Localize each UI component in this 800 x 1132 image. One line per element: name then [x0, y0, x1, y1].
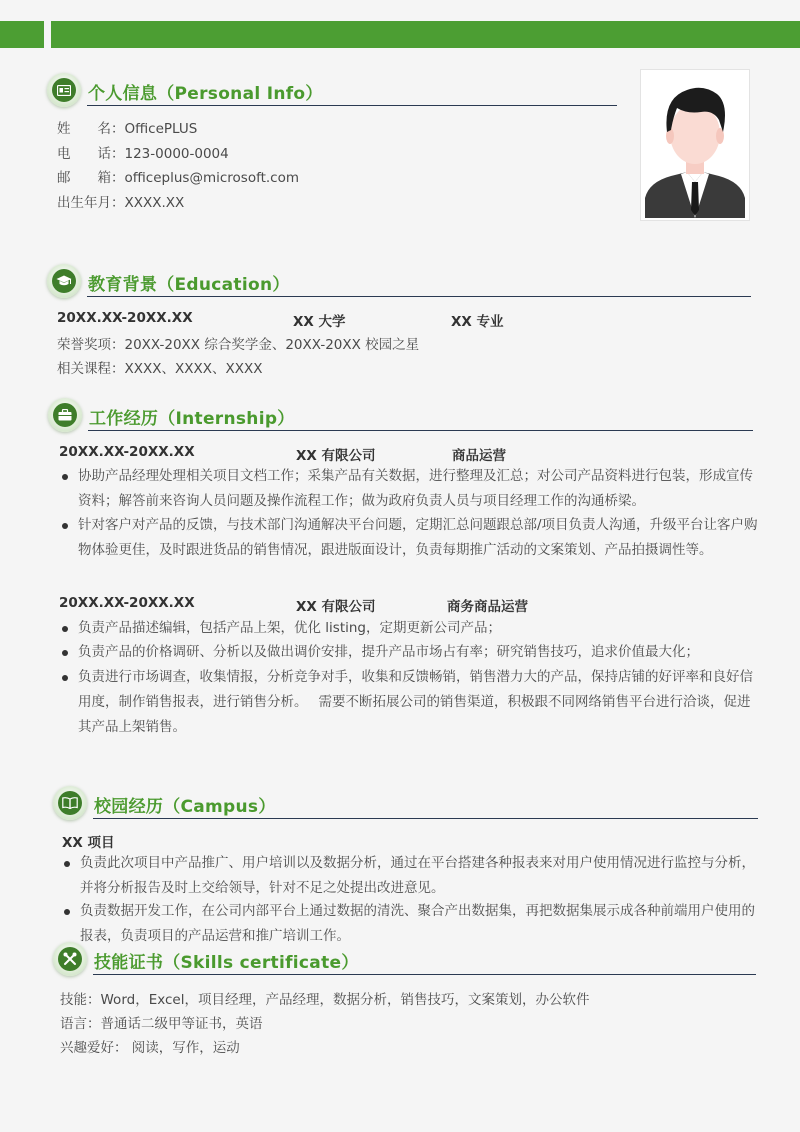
- education-major: XX 专业: [451, 314, 504, 330]
- email-value: officeplus@microsoft.com: [124, 170, 300, 186]
- section-skills-rule: [93, 974, 756, 975]
- id-card-icon: [47, 73, 81, 107]
- phone-label: 电 话：: [57, 146, 125, 162]
- phone-value: 123-0000-0004: [124, 146, 229, 162]
- education-date: 20XX.XX-20XX.XX: [57, 310, 193, 326]
- personal-name-row: [57, 117, 197, 137]
- job-2-bullet-3-dot: [62, 675, 68, 681]
- job-1-date: 20XX.XX-20XX.XX: [59, 444, 195, 460]
- job-2-company: XX 有限公司: [296, 599, 376, 615]
- graduation-cap-icon: [47, 264, 81, 298]
- job-2-date: 20XX.XX-20XX.XX: [59, 595, 195, 611]
- job-1-bullet-2-dot: [62, 523, 68, 529]
- name-label: 姓 名：: [57, 121, 125, 137]
- campus-bullet-1: 负责此次项目中产品推广、用户培训以及数据分析，通过在平台搭建各种报表来对用户使用情况进行监控与分析，并将分析报告及时上交给领导，针对不足之处提出改进意见。: [80, 855, 755, 896]
- education-honors: 荣誉奖项：20XX-20XX 综合奖学金、20XX-20XX 校园之星: [57, 337, 420, 353]
- campus-bullet-2: 负责数据开发工作，在公司内部平台上通过数据的清洗、聚合产出数据集，再把数据集展示成各种前端用户使用的报表，负责项目的产品运营和推广培训工作。: [80, 903, 755, 944]
- top-bar-right: [51, 21, 800, 48]
- job-1-bullet-1-dot: [62, 474, 68, 480]
- section-personal-header: [47, 73, 617, 107]
- job-2-bullet-2: 负责产品的价格调研、分析以及做出调价安排，提升产品市场占有率；研究销售技巧，追求价值最大化；: [78, 644, 699, 660]
- section-education-header: [47, 264, 751, 298]
- section-personal-rule: [87, 105, 617, 106]
- section-work-header: [48, 398, 753, 432]
- job-2-bullet-2-dot: [62, 650, 68, 656]
- email-label: 邮 箱：: [57, 170, 125, 186]
- education-courses: 相关课程：XXXX、XXXX、XXXX: [57, 361, 263, 377]
- open-book-icon: [53, 786, 87, 820]
- section-skills-header: [53, 942, 756, 976]
- campus-bullet-2-dot: [64, 909, 70, 915]
- section-campus-header: [53, 786, 758, 820]
- top-bar-left: [0, 21, 44, 48]
- briefcase-icon: [48, 398, 82, 432]
- job-2-bullet-3: 负责进行市场调查，收集情报，分析竞争对手，收集和反馈畅销，销售潜力大的产品，保持店铺的好评率和良好信用度，制作销售报表，进行销售分析。 需要不断拓展公司的销售渠道，积极跟不同网络销售平台进行洽谈，促进其产品上架销售。: [78, 669, 753, 735]
- education-school: XX 大学: [293, 314, 346, 330]
- job-1-role: 商品运营: [452, 448, 506, 464]
- section-education-rule: [87, 296, 751, 297]
- job-2-role: 商务商品运营: [447, 599, 528, 615]
- job-1-bullet-1: 协助产品经理处理相关项目文档工作；采集产品有关数据，进行整理及汇总；对公司产品资料进行包装，形成宣传资料；解答前来咨询人员问题及操作流程工作；做为政府负责人员与项目经理工作的沟通桥梁。: [78, 468, 753, 509]
- section-work-rule: [88, 430, 753, 431]
- language-line: 语言：普通话二级甲等证书，英语: [60, 1016, 263, 1032]
- birth-value: XXXX.XX: [124, 195, 185, 211]
- personal-birth-row: [57, 191, 184, 211]
- skills-line: 技能：Word，Excel，项目经理，产品经理，数据分析，销售技巧，文案策划，办公软件: [60, 992, 590, 1008]
- campus-project: XX 项目: [62, 835, 115, 851]
- section-campus-rule: [93, 818, 758, 819]
- campus-bullet-1-dot: [64, 861, 70, 867]
- job-2-bullet-1: 负责产品描述编辑，包括产品上架，优化 listing，定期更新公司产品；: [78, 620, 501, 636]
- profile-photo: [640, 69, 750, 221]
- birth-label: 出生年月：: [57, 195, 125, 211]
- hobby-line: 兴趣爱好： 阅读，写作，运动: [60, 1040, 240, 1056]
- section-skills-title: 技能证书（Skills certificate）: [94, 953, 359, 973]
- personal-email-row: [57, 166, 299, 186]
- job-1-bullet-2: 针对客户对产品的反馈，与技术部门沟通解决平台问题，定期汇总问题跟总部/项目负责人沟通，升级平台让客户购物体验更佳，及时跟进货品的销售情况，跟进版面设计，负责每期推广活动的文案策划、产品拍摄调性等。: [78, 517, 758, 558]
- section-campus-title: 校园经历（Campus）: [94, 797, 276, 817]
- section-work-title: 工作经历（Internship）: [89, 409, 295, 429]
- job-1-company: XX 有限公司: [296, 448, 376, 464]
- section-personal-title: 个人信息（Personal Info）: [88, 84, 323, 104]
- section-education-title: 教育背景（Education）: [88, 275, 290, 295]
- job-2-bullet-1-dot: [62, 626, 68, 632]
- avatar-icon: [641, 70, 749, 220]
- name-value: OfficePLUS: [124, 121, 198, 137]
- personal-phone-row: [57, 142, 229, 162]
- tools-icon: [53, 942, 87, 976]
